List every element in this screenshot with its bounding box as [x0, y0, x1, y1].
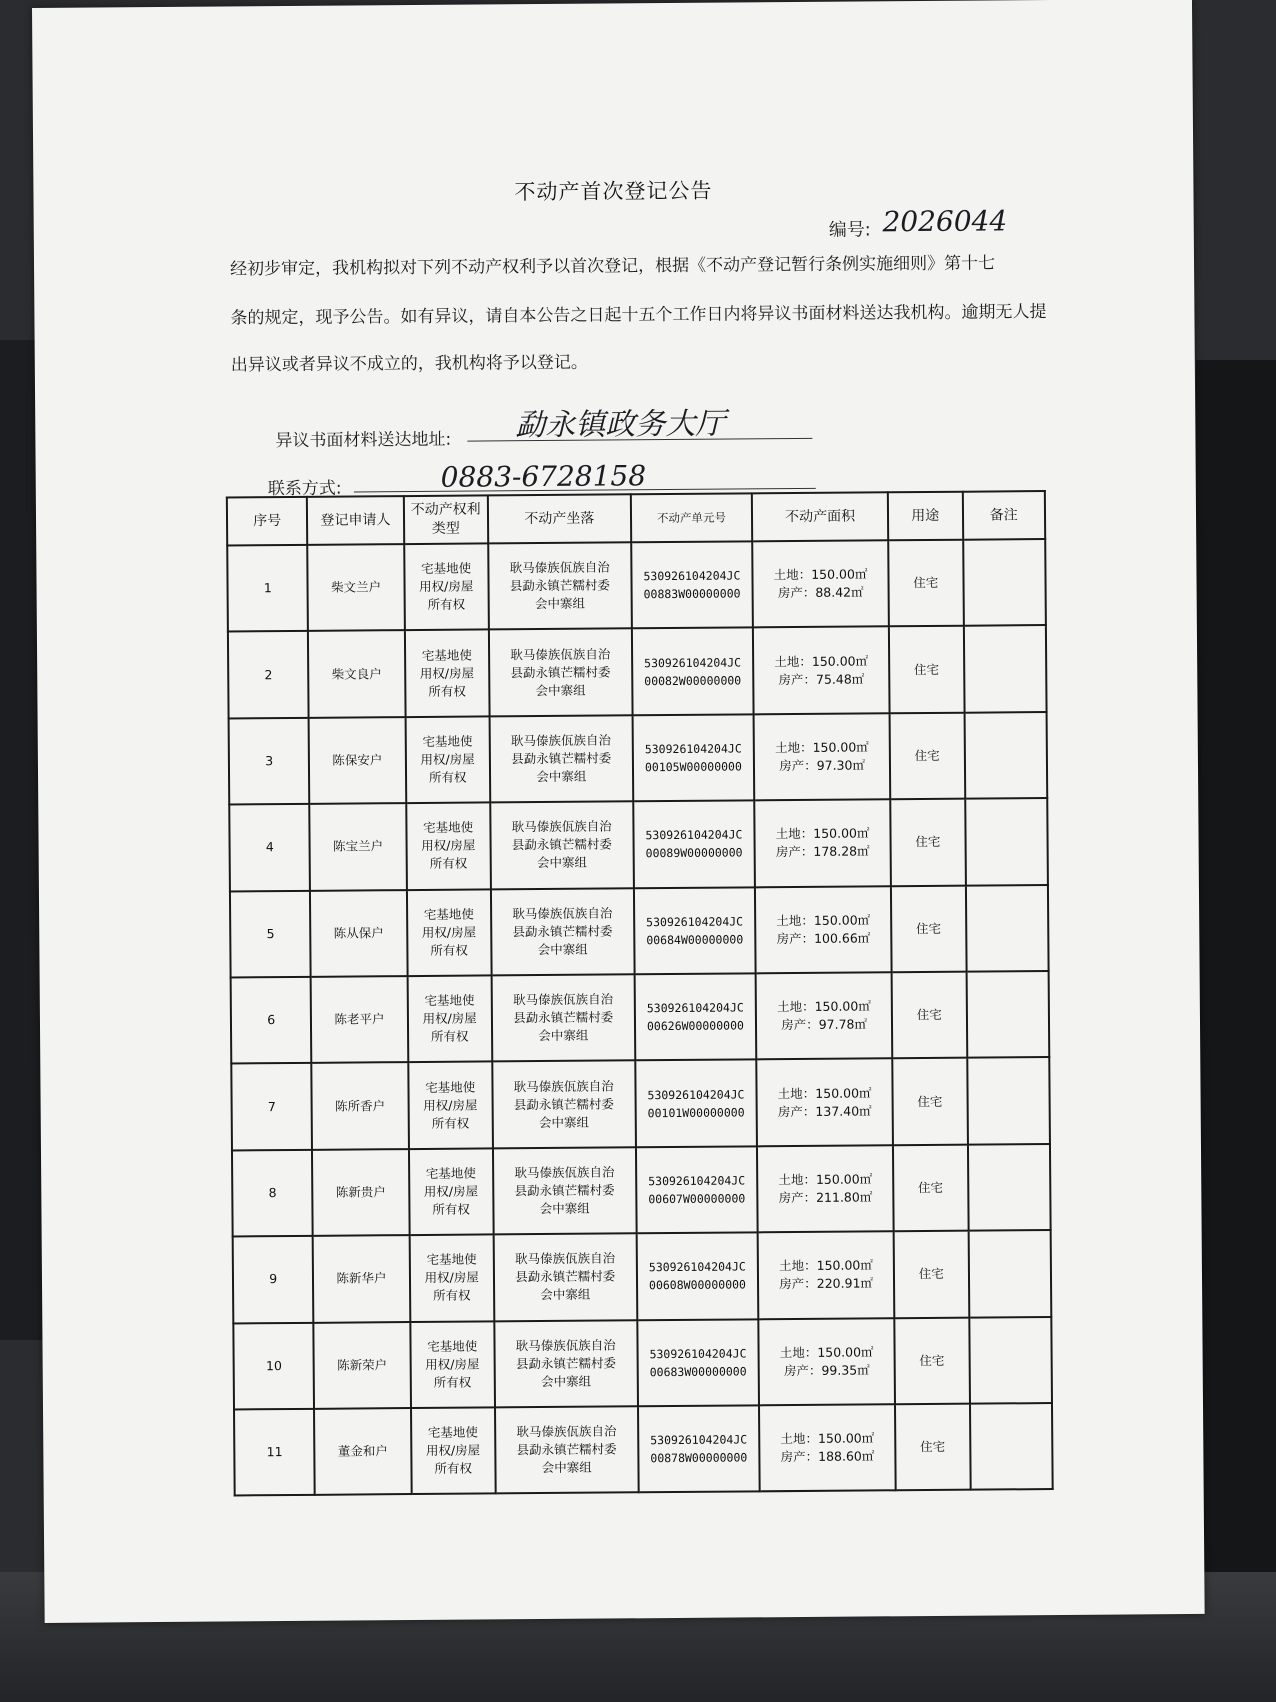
table-row: [230, 885, 1049, 978]
cell-note: [963, 625, 1046, 712]
cell-use: 住宅: [890, 712, 965, 799]
area-land: 土地：150.00㎡: [779, 1257, 873, 1274]
cell-applicant: 陈保安户: [309, 717, 406, 804]
registration-table: [226, 490, 1054, 1497]
desk-background-right: [1196, 360, 1276, 1702]
notice-paragraph-line-1: 经初步审定，我机构拟对下列不动产权利予以首次登记，根据《不动产登记暂行条例实施细则》第十七: [229, 253, 996, 280]
objection-address-label: 异议书面材料送达地址:: [275, 429, 452, 452]
area-house: 房产：178.28㎡: [775, 843, 870, 860]
cell-right-type: 宅基地使 用权/房屋 所有权: [409, 1235, 494, 1322]
area-land: 土地：150.00㎡: [774, 653, 869, 669]
cell-area: [753, 627, 889, 714]
cell-seq: 3: [229, 718, 310, 805]
cell-use: 住宅: [894, 1231, 969, 1318]
cell-location: 耿马傣族佤族自治 县勐永镇芒糯村委 会中寨组: [494, 1320, 637, 1408]
cell-applicant: 柴文兰户: [308, 544, 405, 631]
cell-use: 住宅: [892, 972, 967, 1059]
cell-seq: 4: [229, 804, 310, 891]
cell-use: 住宅: [888, 540, 963, 627]
header-seq: 序号: [227, 497, 308, 546]
cell-use: 住宅: [890, 799, 965, 886]
cell-unit-no: 530926104204JC 00883W00000000: [631, 541, 753, 628]
area-land: 土地：150.00㎡: [773, 566, 868, 583]
cell-right-type: 宅基地使 用权/房屋 所有权: [406, 889, 491, 976]
cell-seq: 2: [228, 631, 309, 718]
area-land: 土地：150.00㎡: [777, 998, 871, 1015]
cell-use: 住宅: [894, 1317, 969, 1404]
cell-applicant: 陈老平户: [311, 976, 408, 1063]
cell-applicant: 陈新华户: [313, 1235, 410, 1322]
cell-unit-no: 530926104204JC 00878W00000000: [638, 1405, 760, 1492]
table-row: [233, 1317, 1052, 1410]
cell-right-type: 宅基地使 用权/房屋 所有权: [404, 543, 489, 630]
table-row: [233, 1230, 1052, 1323]
cell-note: [968, 1144, 1051, 1231]
cell-location: 耿马傣族佤族自治 县勐永镇芒糯村委 会中寨组: [491, 888, 634, 976]
number-label: 编号:: [828, 219, 871, 241]
cell-area: [756, 972, 892, 1059]
cell-note: [965, 885, 1048, 972]
header-area: 不动产面积: [752, 492, 888, 541]
cell-seq: 1: [227, 545, 308, 632]
area-land: 土地：150.00㎡: [779, 1344, 874, 1360]
cell-use: 住宅: [891, 885, 966, 972]
cell-seq: 11: [234, 1409, 315, 1496]
cell-location: 耿马傣族佤族自治 县勐永镇芒糯村委 会中寨组: [489, 715, 632, 803]
cell-location: 耿马傣族佤族自治 县勐永镇芒糯村委 会中寨组: [492, 1061, 635, 1149]
cell-applicant: 陈从保户: [310, 890, 407, 977]
cell-note: [968, 1230, 1051, 1317]
cell-area: [758, 1231, 894, 1318]
cell-right-type: 宅基地使 用权/房屋 所有权: [405, 716, 490, 803]
cell-area: [757, 1059, 893, 1146]
cell-area: [752, 540, 888, 627]
cell-applicant: 陈新荣户: [314, 1322, 411, 1409]
cell-applicant: 柴文良户: [308, 630, 405, 717]
table-row: [231, 971, 1050, 1064]
cell-seq: 5: [230, 890, 311, 977]
cell-applicant: 陈宝兰户: [310, 803, 407, 890]
cell-note: [967, 1057, 1050, 1144]
cell-note: [965, 798, 1048, 885]
header-use: 用途: [888, 492, 963, 541]
table-row: [229, 712, 1048, 805]
cell-note: [969, 1317, 1052, 1404]
cell-right-type: 宅基地使 用权/房屋 所有权: [408, 1148, 493, 1235]
cell-location: 耿马傣族佤族自治 县勐永镇芒糯村委 会中寨组: [489, 629, 632, 717]
cell-seq: 7: [231, 1063, 312, 1150]
area-house: 房产：97.78㎡: [781, 1016, 868, 1033]
cell-note: [966, 971, 1049, 1058]
cell-area: [754, 799, 890, 886]
cell-use: 住宅: [893, 1144, 968, 1231]
table-row: [231, 1057, 1050, 1150]
cell-applicant: 董金和户: [314, 1408, 411, 1495]
cell-area: [757, 1145, 893, 1232]
cell-note: [963, 539, 1046, 626]
cell-unit-no: 530926104204JC 00101W00000000: [635, 1060, 757, 1147]
area-house: 房产：88.42㎡: [777, 584, 864, 601]
area-house: 房产：75.48㎡: [778, 671, 865, 687]
notice-paragraph-line-2: 条的规定，现予公告。如有异议，请自本公告之日起十五个工作日内将异议书面材料送达我机构。逾期无人提: [230, 302, 1047, 329]
cell-unit-no: 530926104204JC 00105W00000000: [632, 714, 754, 801]
notice-paper: [32, 0, 1205, 1623]
cell-location: 耿马傣族佤族自治 县勐永镇芒糯村委 会中寨组: [492, 974, 635, 1062]
cell-seq: 8: [232, 1150, 313, 1237]
number-handwritten: 2026044: [882, 204, 1008, 239]
area-land: 土地：150.00㎡: [775, 825, 870, 842]
table-row: [232, 1144, 1051, 1237]
area-land: 土地：150.00㎡: [776, 912, 871, 928]
area-land: 土地：150.00㎡: [777, 1084, 872, 1101]
cell-location: 耿马傣族佤族自治 县勐永镇芒糯村委 会中寨组: [488, 542, 631, 630]
cell-applicant: 陈所香户: [312, 1062, 409, 1149]
area-land: 土地：150.00㎡: [778, 1171, 873, 1188]
area-house: 房产：137.40㎡: [777, 1102, 872, 1119]
cell-unit-no: 530926104204JC 00089W00000000: [633, 801, 755, 888]
area-house: 房产：211.80㎡: [778, 1189, 873, 1206]
cell-applicant: 陈新贵户: [312, 1149, 409, 1236]
area-house: 房产：97.30㎡: [779, 757, 866, 774]
cell-unit-no: 530926104204JC 00082W00000000: [632, 628, 754, 715]
cell-right-type: 宅基地使 用权/房屋 所有权: [406, 803, 491, 890]
cell-note: [964, 712, 1047, 799]
area-house: 房产：220.91㎡: [779, 1275, 874, 1292]
cell-unit-no: 530926104204JC 00683W00000000: [637, 1319, 759, 1406]
cell-location: 耿马傣族佤族自治 县勐永镇芒糯村委 会中寨组: [494, 1233, 637, 1321]
notice-paragraph-line-3: 出异议或者异议不成立的，我机构将予以登记。: [230, 352, 588, 376]
cell-unit-no: 530926104204JC 00608W00000000: [636, 1232, 758, 1319]
cell-location: 耿马傣族佤族自治 县勐永镇芒糯村委 会中寨组: [495, 1406, 638, 1494]
area-land: 土地：150.00㎡: [780, 1430, 875, 1447]
cell-area: [754, 713, 890, 800]
cell-location: 耿马傣族佤族自治 县勐永镇芒糯村委 会中寨组: [493, 1147, 636, 1235]
cell-use: 住宅: [889, 626, 964, 713]
objection-address-handwritten: 勐永镇政务大厅: [515, 406, 726, 444]
area-land: 土地：150.00㎡: [774, 739, 869, 756]
contact-handwritten: 0883-6728158: [440, 459, 647, 494]
header-note: 备注: [962, 491, 1045, 540]
cell-right-type: 宅基地使 用权/房屋 所有权: [407, 975, 492, 1062]
notice-title: 不动产首次登记公告: [514, 178, 713, 205]
cell-unit-no: 530926104204JC 00607W00000000: [636, 1146, 758, 1233]
cell-seq: 6: [231, 977, 312, 1064]
table-header-row: [227, 491, 1045, 545]
header-applicant: 登记申请人: [307, 496, 403, 545]
cell-area: [759, 1318, 895, 1405]
table-body: [227, 539, 1052, 1496]
area-house: 房产：188.60㎡: [780, 1448, 875, 1465]
area-house: 房产：99.35㎡: [783, 1362, 870, 1378]
header-location: 不动产坐落: [488, 494, 631, 543]
table-row: [228, 625, 1047, 718]
cell-right-type: 宅基地使 用权/房屋 所有权: [404, 630, 489, 717]
cell-right-type: 宅基地使 用权/房屋 所有权: [411, 1407, 496, 1494]
header-unit-no: 不动产单元号: [630, 493, 752, 542]
cell-location: 耿马傣族佤族自治 县勐永镇芒糯村委 会中寨组: [490, 801, 633, 889]
header-right-type: 不动产权利类型: [403, 495, 488, 544]
table-row: [227, 539, 1046, 632]
cell-unit-no: 530926104204JC 00626W00000000: [634, 973, 756, 1060]
cell-seq: 9: [233, 1236, 314, 1323]
cell-note: [970, 1403, 1053, 1490]
cell-area: [759, 1404, 895, 1491]
area-house: 房产：100.66㎡: [776, 930, 871, 946]
cell-unit-no: 530926104204JC 00684W00000000: [634, 887, 756, 974]
notice-number: [828, 204, 1008, 242]
contact-label: 联系方式:: [267, 478, 342, 500]
cell-use: 住宅: [895, 1404, 970, 1491]
cell-seq: 10: [233, 1322, 314, 1409]
cell-use: 住宅: [892, 1058, 967, 1145]
cell-right-type: 宅基地使 用权/房屋 所有权: [408, 1062, 493, 1149]
cell-right-type: 宅基地使 用权/房屋 所有权: [410, 1321, 495, 1408]
table-row: [234, 1403, 1053, 1496]
cell-area: [755, 886, 891, 973]
table-row: [229, 798, 1048, 891]
